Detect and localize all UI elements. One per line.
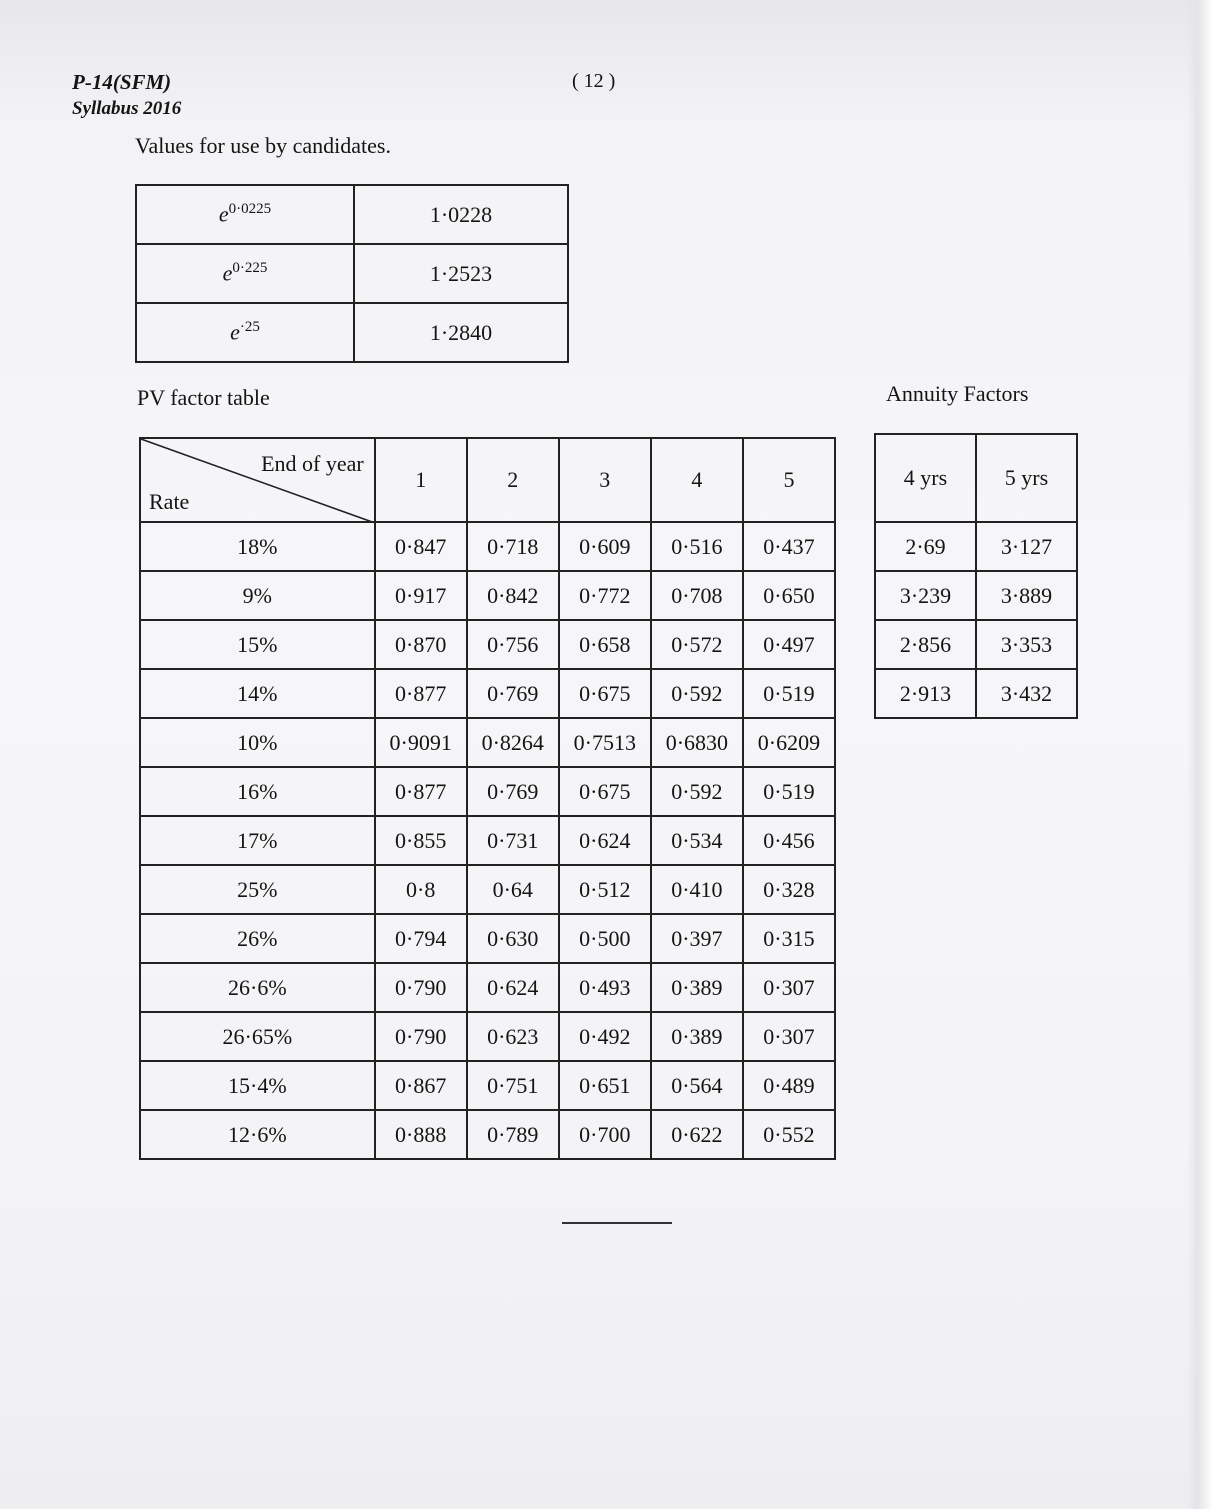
exp-label: $e^{\cdot 25}$ (136, 303, 354, 362)
pv-value-cell: 0·572 (651, 620, 743, 669)
pv-value-cell: 0·790 (375, 963, 467, 1012)
pv-value-cell: 0·708 (651, 571, 743, 620)
pv-value-cell: 0·855 (375, 816, 467, 865)
table-row (136, 185, 568, 244)
pv-value-cell: 0·389 (651, 963, 743, 1012)
pv-value-cell: 0·497 (743, 620, 835, 669)
pv-value-cell: 0·658 (559, 620, 651, 669)
pv-value-cell: 0·623 (467, 1012, 559, 1061)
table-row (875, 620, 1077, 669)
pv-value-cell: 0·8 (375, 865, 467, 914)
annuity-value-cell: 2·913 (875, 669, 976, 718)
pv-value-cell: 0·592 (651, 767, 743, 816)
pv-value-cell: 0·552 (743, 1110, 835, 1159)
pv-value-cell: 0·512 (559, 865, 651, 914)
table-row (140, 718, 835, 767)
table-row (140, 571, 835, 620)
pv-value-cell: 0·731 (467, 816, 559, 865)
pv-value-cell: 0·493 (559, 963, 651, 1012)
pv-value-cell: 0·847 (375, 522, 467, 571)
annuity-value-cell: 3·889 (976, 571, 1077, 620)
table-row (140, 1012, 835, 1061)
pv-value-cell: 0·489 (743, 1061, 835, 1110)
rate-cell: 16% (140, 767, 375, 816)
table-row (875, 522, 1077, 571)
pv-value-cell: 0·789 (467, 1110, 559, 1159)
pv-value-cell: 0·842 (467, 571, 559, 620)
pv-value-cell: 0·389 (651, 1012, 743, 1061)
pv-value-cell: 0·315 (743, 914, 835, 963)
pv-value-cell: 0·624 (467, 963, 559, 1012)
table-row (140, 914, 835, 963)
pv-value-cell: 0·870 (375, 620, 467, 669)
table-row (140, 522, 835, 571)
pv-value-cell: 0·516 (651, 522, 743, 571)
pv-value-cell: 0·6209 (743, 718, 835, 767)
pv-value-cell: 0·700 (559, 1110, 651, 1159)
annuity-caption: Annuity Factors (886, 381, 1029, 406)
rate-cell: 9% (140, 571, 375, 620)
pv-value-cell: 0·328 (743, 865, 835, 914)
pv-value-cell: 0·500 (559, 914, 651, 963)
annuity-value-cell: 3·127 (976, 522, 1077, 571)
pv-value-cell: 0·675 (559, 767, 651, 816)
table-row (140, 1061, 835, 1110)
table-header-row (875, 434, 1077, 522)
pv-value-cell: 0·769 (467, 669, 559, 718)
annuity-value-cell: 3·239 (875, 571, 976, 620)
pv-caption: PV factor table (137, 385, 270, 410)
pv-value-cell: 0·456 (743, 816, 835, 865)
pv-value-cell: 0·794 (375, 914, 467, 963)
pv-value-cell: 0·651 (559, 1061, 651, 1110)
table-row (140, 816, 835, 865)
rate-cell: 15·4% (140, 1061, 375, 1110)
annuity-value-cell: 2·856 (875, 620, 976, 669)
table-row (140, 1110, 835, 1159)
table-row (140, 767, 835, 816)
pv-value-cell: 0·867 (375, 1061, 467, 1110)
corner-cell (140, 438, 375, 522)
pv-value-cell: 0·624 (559, 816, 651, 865)
pv-value-cell: 0·410 (651, 865, 743, 914)
year-header: 2 (467, 438, 559, 522)
rate-cell: 10% (140, 718, 375, 767)
rate-label: Rate (149, 489, 190, 514)
pv-value-cell: 0·877 (375, 669, 467, 718)
pv-factor-table (139, 437, 836, 1160)
rate-cell: 26·65% (140, 1012, 375, 1061)
rate-cell: 25% (140, 865, 375, 914)
table-row (875, 669, 1077, 718)
pv-value-cell: 0·534 (651, 816, 743, 865)
rate-cell: 12·6% (140, 1110, 375, 1159)
table-row (140, 963, 835, 1012)
page-edge (1187, 0, 1213, 1509)
rate-cell: 26·6% (140, 963, 375, 1012)
table-row (140, 620, 835, 669)
exp-value: 1·2523 (354, 244, 568, 303)
annuity-header: 5 yrs (976, 434, 1077, 522)
year-header: 3 (559, 438, 651, 522)
year-header: 1 (375, 438, 467, 522)
pv-value-cell: 0·7513 (559, 718, 651, 767)
rate-cell: 14% (140, 669, 375, 718)
pv-value-cell: 0·564 (651, 1061, 743, 1110)
rate-cell: 26% (140, 914, 375, 963)
page-number: ( 12 ) (572, 70, 616, 92)
exp-caption: Values for use by candidates. (135, 133, 391, 158)
pv-value-cell: 0·307 (743, 963, 835, 1012)
pv-value-cell: 0·888 (375, 1110, 467, 1159)
pv-value-cell: 0·307 (743, 1012, 835, 1061)
pv-value-cell: 0·64 (467, 865, 559, 914)
pv-value-cell: 0·622 (651, 1110, 743, 1159)
exp-value: 1·2840 (354, 303, 568, 362)
syllabus-label: Syllabus 2016 (72, 98, 182, 119)
pv-value-cell: 0·772 (559, 571, 651, 620)
rate-cell: 17% (140, 816, 375, 865)
exp-label: $e^{0\cdot 0225}$ (136, 185, 354, 244)
annuity-value-cell: 2·69 (875, 522, 976, 571)
pv-value-cell: 0·675 (559, 669, 651, 718)
pv-value-cell: 0·9091 (375, 718, 467, 767)
annuity-value-cell: 3·353 (976, 620, 1077, 669)
pv-value-cell: 0·6830 (651, 718, 743, 767)
table-row (136, 244, 568, 303)
annuity-header: 4 yrs (875, 434, 976, 522)
table-header-row (140, 438, 835, 522)
pv-value-cell: 0·718 (467, 522, 559, 571)
pv-value-cell: 0·751 (467, 1061, 559, 1110)
pv-value-cell: 0·790 (375, 1012, 467, 1061)
table-row (875, 571, 1077, 620)
pv-value-cell: 0·877 (375, 767, 467, 816)
annuity-factors-table (874, 433, 1078, 719)
exp-value: 1·0228 (354, 185, 568, 244)
pv-value-cell: 0·519 (743, 767, 835, 816)
rate-cell: 15% (140, 620, 375, 669)
pv-value-cell: 0·8264 (467, 718, 559, 767)
year-header: 4 (651, 438, 743, 522)
table-row (136, 303, 568, 362)
table-row (140, 865, 835, 914)
rate-cell: 18% (140, 522, 375, 571)
paper-code: P-14(SFM) (72, 70, 172, 94)
pv-value-cell: 0·756 (467, 620, 559, 669)
end-of-year-label: End of year (261, 451, 364, 476)
year-header: 5 (743, 438, 835, 522)
pv-value-cell: 0·519 (743, 669, 835, 718)
pv-value-cell: 0·650 (743, 571, 835, 620)
pv-value-cell: 0·917 (375, 571, 467, 620)
annuity-value-cell: 3·432 (976, 669, 1077, 718)
exp-values-table (135, 184, 569, 363)
exp-label: $e^{0\cdot 225}$ (136, 244, 354, 303)
pv-value-cell: 0·609 (559, 522, 651, 571)
pv-value-cell: 0·592 (651, 669, 743, 718)
pv-value-cell: 0·437 (743, 522, 835, 571)
table-row (140, 669, 835, 718)
pv-value-cell: 0·769 (467, 767, 559, 816)
pv-value-cell: 0·630 (467, 914, 559, 963)
end-rule (562, 1222, 672, 1224)
pv-value-cell: 0·397 (651, 914, 743, 963)
pv-value-cell: 0·492 (559, 1012, 651, 1061)
